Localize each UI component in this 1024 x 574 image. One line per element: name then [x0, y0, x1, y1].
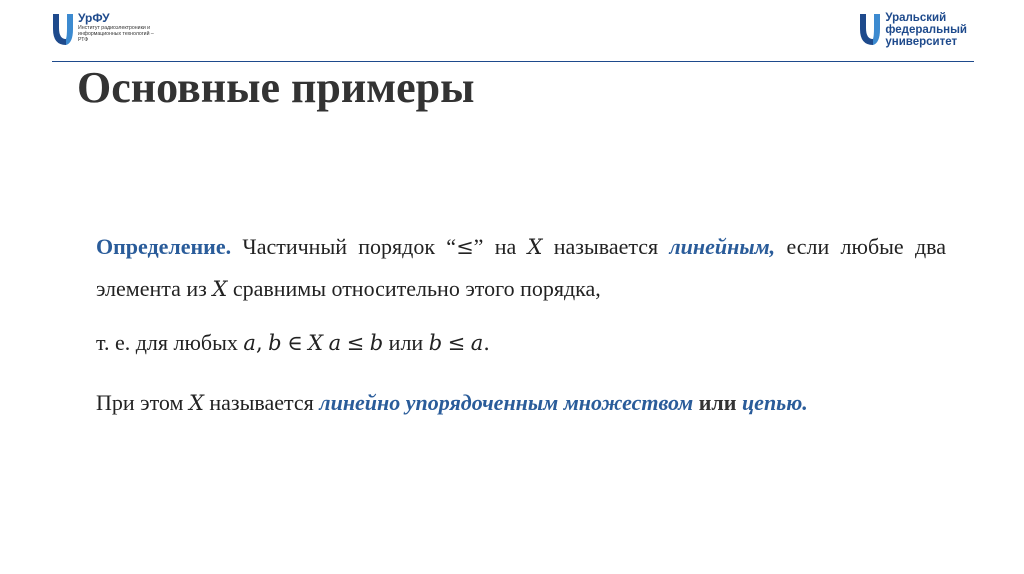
explanation-text: или — [388, 330, 424, 355]
slide-title: Основные примеры — [77, 63, 475, 112]
math-le-symbol: ≤ — [456, 235, 474, 259]
chain-text: При этом — [96, 390, 184, 415]
institute-logo — [52, 12, 156, 50]
math-var-a: a — [470, 331, 484, 355]
math-period: . — [483, 331, 490, 355]
term-linearly-ordered-set: линейно упорядоченным множеством — [319, 390, 694, 415]
institute-logo-subtitle: Институт радиоэлектроники и информационных технологий – РТФ — [78, 25, 154, 43]
institute-logo-name: УрФУ — [78, 11, 110, 25]
university-logo — [859, 12, 967, 50]
term-chain: цепью. — [741, 390, 808, 415]
university-logo-line-3: университет — [885, 36, 958, 48]
math-le-symbol: ≤ — [447, 331, 466, 355]
university-logo-line-2: федеральный — [885, 24, 967, 36]
math-var-a: a — [328, 331, 342, 355]
math-le-symbol: ≤ — [346, 331, 365, 355]
definition-text: сравнимы относительно этого порядка, — [232, 276, 601, 301]
math-var-x: X — [188, 391, 204, 415]
math-var-a: a — [243, 331, 256, 355]
math-var-b: b — [369, 331, 384, 355]
definition-text: называется — [553, 234, 659, 259]
math-in-symbol: ∈ — [287, 331, 303, 355]
math-var-x: X — [212, 277, 228, 301]
math-var-b: b — [268, 331, 282, 355]
definition-text: ” на — [473, 234, 517, 259]
chain-text: называется — [209, 390, 314, 415]
term-linear: линейным, — [669, 234, 776, 259]
definition-label: Определение. — [96, 234, 232, 259]
chain-paragraph — [96, 382, 946, 424]
slide-body — [96, 226, 946, 424]
definition-paragraph — [96, 226, 946, 310]
explanation-text: т. е. для любых — [96, 330, 238, 355]
urfu-logo-icon — [52, 12, 74, 50]
math-comma: , — [255, 331, 263, 355]
urfu-logo-icon — [859, 12, 881, 50]
math-var-x: X — [527, 235, 543, 259]
explanation-paragraph — [96, 322, 946, 364]
math-var-b: b — [428, 331, 443, 355]
definition-text: если любые два элемента из — [96, 234, 947, 301]
math-var-x: X — [308, 331, 324, 355]
chain-or-word: или — [698, 390, 737, 415]
definition-text: Частичный порядок “ — [242, 234, 457, 259]
university-logo-line-1: Уральский — [885, 12, 947, 24]
